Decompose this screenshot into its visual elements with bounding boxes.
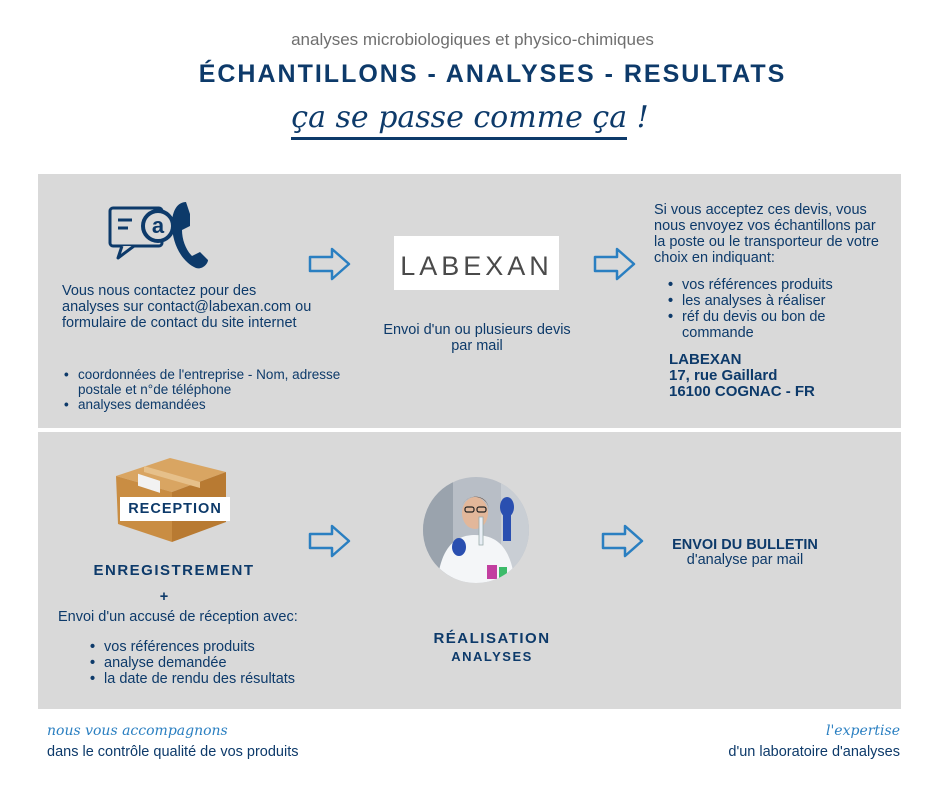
list-item: • analyse demandée [104,655,344,671]
step6-caption: d'analyse par mail [686,552,804,568]
list-item: • la date de rendu des résultats [104,671,344,687]
page-title: ÉCHANTILLONS - ANALYSES - RESULTATS [198,60,787,88]
plus-sign: + [159,589,169,605]
svg-text:a: a [151,213,165,238]
list-item: • les analyses à réaliser [682,293,892,309]
logo-text: LABEXAN [400,251,553,281]
step2-caption: Envoi d'un ou plusieurs devis par mail [383,322,571,354]
step4-bullets [86,639,344,687]
script-tagline-exclamation: ! [636,100,649,135]
reception-badge-text: RECEPTION [128,501,222,517]
list-item: • analyses demandées [78,397,358,412]
step4-intro: Envoi d'un accusé de réception avec: [58,609,298,625]
list-item: • vos références produits [682,277,892,293]
footer-left-text: dans le contrôle qualité de vos produits [47,744,299,760]
reception-badge [120,497,230,521]
step1-bullets [60,367,358,412]
arrow-right-icon [601,523,645,559]
footer-right-script: l'expertise [825,723,900,739]
arrow-right-icon [308,523,352,559]
step3-bullets [664,277,892,341]
step3-intro: Si vous acceptez ces devis, vous nous envoyez vos échantillons par la poste ou le transporteur de votre choix en indiquant: [654,202,879,266]
labexan-logo [394,236,559,290]
script-tagline [0,100,940,135]
lab-scientist-photo [423,477,529,583]
arrow-right-icon [593,246,637,282]
address-name: LABEXAN [669,351,742,368]
contact-phone-email-icon [108,198,212,270]
address-city: 16100 COGNAC - FR [669,383,815,400]
list-item: • coordonnées de l'entreprise - Nom, adresse postale et n°de téléphone [78,367,358,397]
footer-left-script: nous vous accompagnons [47,723,228,739]
address-street: 17, rue Gaillard [669,367,778,384]
list-item: • réf du devis ou bon de commande [682,309,892,341]
step5-subheading: ANALYSES [451,649,533,664]
list-item: • vos références produits [104,639,344,655]
arrow-right-icon [308,246,352,282]
footer-right-text: d'un laboratoire d'analyses [728,744,900,760]
script-tagline-text: ça se passe comme ça [291,100,627,140]
step6-heading: ENVOI DU BULLETIN [672,537,818,553]
step4-heading: ENREGISTREMENT [93,562,255,579]
step5-heading: RÉALISATION [433,630,551,647]
lab-address [669,352,869,400]
step1-intro: Vous nous contactez pour des analyses sur contact@labexan.com ou formulaire de contact du site internet [62,283,312,331]
subtitle: analyses microbiologiques et physico-chimiques [291,30,654,49]
